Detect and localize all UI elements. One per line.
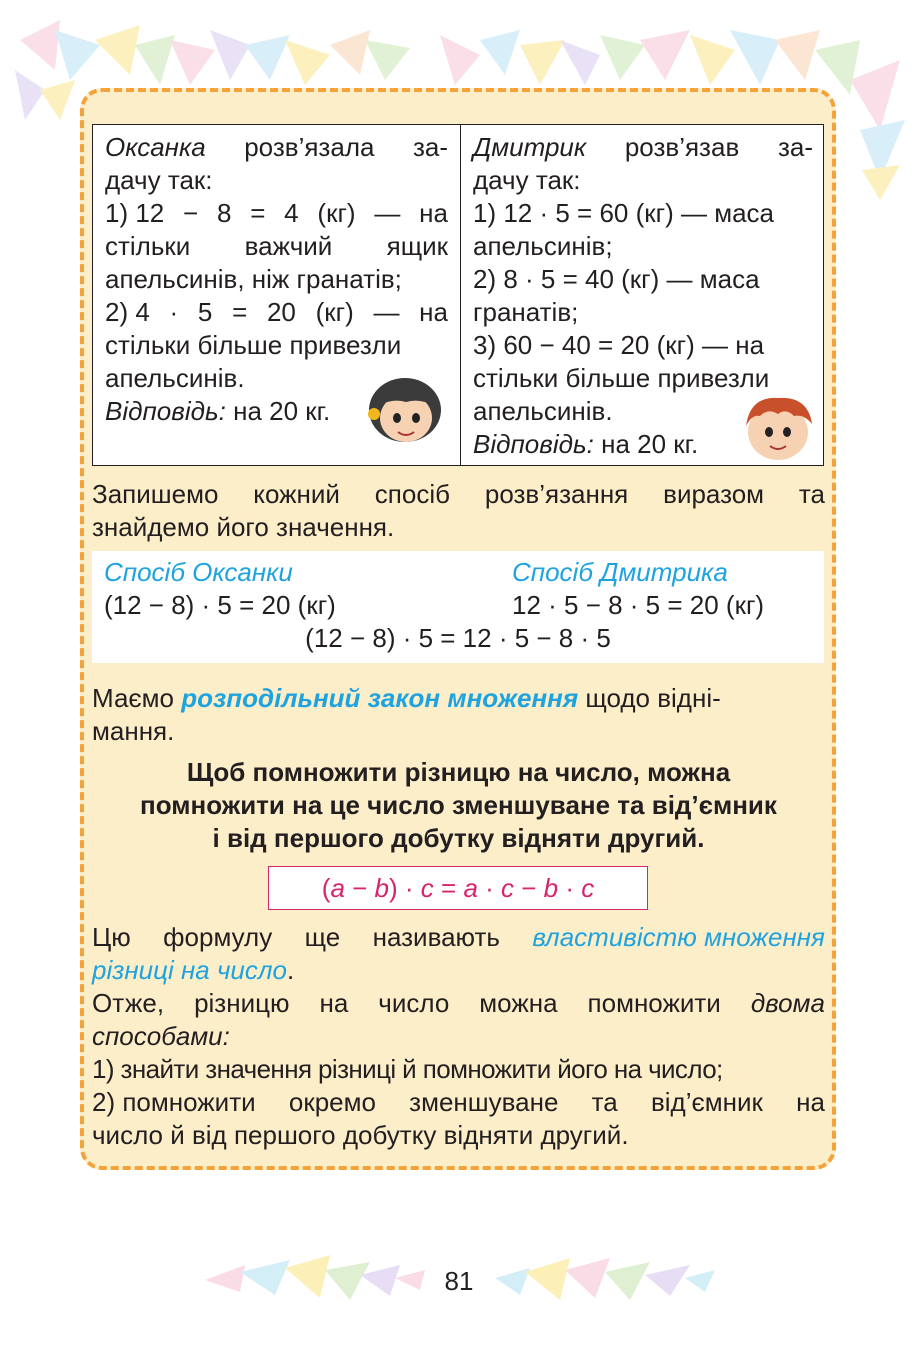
dmytryk-step-3: 3) 60 − 40 = 20 (кг) — на	[473, 330, 765, 360]
law-paragraph: Маємо розподільний закон множення щодо відні- мання.	[92, 683, 721, 746]
way-dmytryk-title: Спосіб Дмитрика	[512, 557, 728, 587]
oksana-solution: Оксанка розв’язала за- дачу так: 1) 12 − 8 = 4 (кг) — на стільки важчий ящик апельсинів, ніж гранатів; 2) 4 · 5 = 20 (кг) — на стільки більше привезли апельсинів. Відповідь: на 20 кг.	[93, 125, 461, 465]
summary-item-1: 1) знайти значення різниці й помножити його на число;	[92, 1054, 723, 1084]
way-oksana-title: Спосіб Оксанки	[104, 557, 293, 587]
intro-paragraph: Запишемо кожний спосіб розв’язання виразом та знайдемо його значення.	[92, 479, 825, 542]
formula-box: (a − b) · c = a · c − b · c	[268, 866, 648, 910]
dmytryk-step-1: 1) 12 · 5 = 60 (кг) — маса	[473, 198, 775, 228]
distributive-law-term: розподільний закон множення	[181, 683, 579, 713]
boy-avatar-icon	[738, 392, 818, 464]
way-dmytryk-expression: 12 · 5 − 8 · 5 = 20 (кг)	[512, 590, 765, 620]
solutions-table	[92, 124, 824, 466]
solution-expressions	[92, 551, 824, 663]
dmytryk-answer: Відповідь: на 20 кг.	[473, 429, 699, 459]
dmytryk-solution: Дмитрик розв’язав за- дачу так: 1) 12 · 5 = 60 (кг) — маса апельсинів; 2) 8 · 5 = 40 (кг) — маса гранатів; 3) 60 − 40 = 20 (кг) — на стільки більше привезли апельсинів. Відповідь: на 20 кг.	[473, 132, 813, 459]
summary-paragraph: Отже, різницю на число можна помножити двома способами: 1) знайти значення різниці й помножити його на число; 2) помножити окремо зменшуване та від’ємник на число й від першого добутку відняти другий.	[92, 988, 825, 1150]
way-oksana-expression: (12 − 8) · 5 = 20 (кг)	[104, 590, 336, 620]
girl-avatar-icon	[360, 376, 450, 448]
summary-item-2: 2) помножити окремо зменшуване та від’ємник на	[92, 1087, 825, 1117]
page-number: 81	[444, 1266, 474, 1296]
rule-statement: Щоб помножити різницю на число, можна помножити на це число зменшуване та від’ємник і від першого добутку відняти другий.	[140, 757, 777, 853]
oksana-name: Оксанка	[105, 132, 206, 162]
property-paragraph: Цю формулу ще називають властивістю множення різниці на число.	[92, 922, 825, 985]
expressions-equality: (12 − 8) · 5 = 12 · 5 − 8 · 5	[305, 623, 611, 653]
dmytryk-name: Дмитрик	[473, 132, 587, 162]
oksana-step-1: 1) 12 − 8 = 4 (кг) — на	[105, 198, 448, 228]
oksana-step-2: 2) 4 · 5 = 20 (кг) — на	[105, 297, 448, 327]
oksana-answer: Відповідь: на 20 кг.	[105, 396, 331, 426]
dmytryk-step-2: 2) 8 · 5 = 40 (кг) — маса	[473, 264, 760, 294]
property-term: властивістю множення	[532, 922, 825, 952]
